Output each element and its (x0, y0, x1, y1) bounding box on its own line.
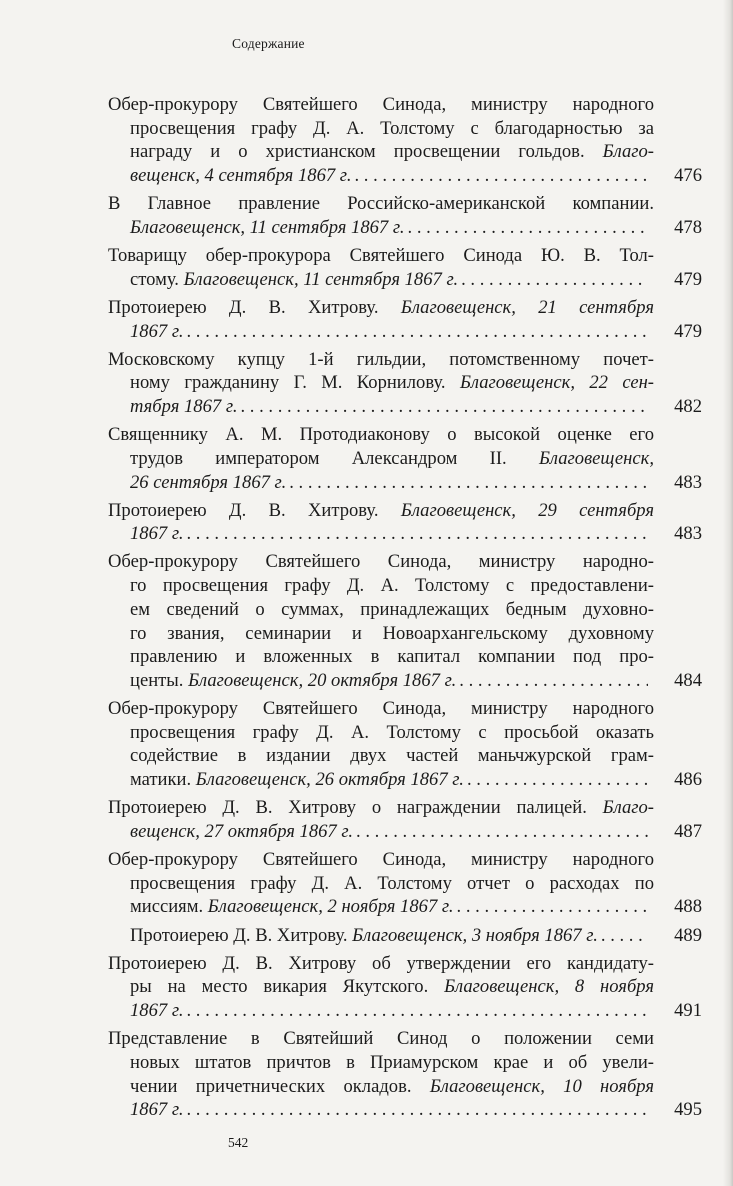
toc-entry-leader-line (130, 895, 654, 919)
toc-entry-leader-line (130, 395, 654, 419)
page-number: 542 (228, 1135, 249, 1150)
toc-entry-line: го просвещения графу Д. А. Толстому с предоставлени- (130, 575, 654, 597)
toc-entry-leader-line (130, 471, 654, 495)
toc-entry-place-date: Благовещенск, 22 сен- (459, 372, 654, 394)
dot-leader (187, 522, 649, 546)
toc-entry (108, 848, 702, 919)
toc-entry-leader-line (130, 216, 654, 240)
toc-entry-text: чении причетнических окладов. (130, 1075, 430, 1097)
dot-leader (408, 216, 648, 240)
toc-entry-line: правлению и вложенных в капитал компании под про- (130, 646, 654, 668)
toc-entry-line: Обер-прокурору Святейшего Синода, министру народного (108, 849, 654, 870)
toc-entry-place-date: Благовещенск, 11 сентября 1867 г. (130, 216, 405, 238)
toc-entry-place-date: тября 1867 г. (130, 396, 238, 417)
toc-entry (108, 550, 702, 692)
toc-page-number: 489 (674, 924, 702, 946)
toc-page-number: 476 (674, 165, 702, 187)
toc-entry-place-date: вещенск, 4 сентября 1867 г. (130, 165, 352, 187)
toc-entry-place-date: Благовещенск, 3 ноября 1867 г. (352, 924, 598, 946)
toc-entry-text: Протоиерею Д. В. Хитрову. (108, 499, 401, 521)
dot-leader (459, 669, 648, 693)
toc-page-number: 484 (674, 669, 702, 691)
toc-entry-line: просвещения графу Д. А. Толстому отчет о расходах по (130, 872, 654, 894)
toc-entry-leader-line (130, 669, 654, 693)
toc-entry-place-date: 1867 г. (130, 320, 184, 342)
toc-page-number: 488 (674, 896, 702, 918)
toc-entry-leader-line (130, 924, 654, 948)
toc-entry-line: Московскому купцу 1-й гильдии, потомственному почет- (108, 348, 654, 370)
toc-entry-place-date: 26 сентября 1867 г. (130, 471, 287, 493)
toc-entry-place-date: Благовещенск, 29 сентября (400, 499, 654, 521)
table-of-contents (108, 93, 702, 1126)
toc-page-number: 487 (674, 820, 702, 842)
toc-entry-leader-line (130, 768, 654, 792)
toc-entry-leader-line (130, 999, 654, 1023)
toc-page-number: 483 (674, 523, 702, 545)
toc-entry (108, 423, 702, 494)
toc-page-number: 491 (674, 1000, 702, 1021)
dot-leader (241, 395, 649, 419)
toc-entry-line: Обер-прокурору Святейшего Синода, министру народного (108, 698, 654, 719)
toc-page-number: 483 (674, 471, 702, 493)
toc-entry-line (130, 1075, 654, 1099)
toc-entry (108, 348, 702, 419)
dot-leader (457, 895, 648, 919)
toc-entry-leader-line (130, 820, 654, 844)
dot-leader (461, 268, 648, 292)
toc-entry-place-date: Благовещенск, (538, 447, 654, 469)
toc-entry-line: просвещения графу Д. А. Толстому с благодарностью за (130, 117, 654, 139)
toc-page-number: 486 (674, 769, 702, 791)
toc-entry-place-date: Благо- (602, 797, 654, 819)
toc-entry-text: ры на место викария Якутского. (130, 976, 445, 998)
dot-leader (467, 768, 648, 792)
toc-entry-place-date: Благовещенск, 10 ноября (429, 1075, 654, 1097)
toc-entry-line: новых штатов причтов в Приамурском крае и об увели- (130, 1051, 654, 1073)
toc-entry-place-date: Благовещенск, 21 сентября (400, 296, 654, 318)
toc-entry-text: награду и о христианском просвещении гольдов. (130, 141, 603, 163)
dot-leader (356, 820, 648, 844)
running-header: Содержание (232, 36, 305, 51)
toc-entry-line: Священнику А. М. Протодиаконову о высокой оценке его (108, 424, 654, 446)
toc-entry-line: го звания, семинарии и Новоархангельскому духовному (130, 622, 654, 644)
toc-entry-text: Протоиерею Д. В. Хитрову о награждении палицей. (108, 797, 603, 819)
dot-leader (187, 1098, 649, 1122)
toc-entry-line (130, 975, 654, 999)
toc-entry-place-date: Благовещенск, 2 ноября 1867 г. (207, 896, 454, 918)
toc-entry-text: миссиям. (130, 896, 208, 918)
toc-entry-place-date: Благовещенск, 11 сентября 1867 г. (183, 268, 459, 290)
toc-entry-line: Обер-прокурору Святейшего Синода, министру народного (108, 94, 654, 115)
toc-entry-line (108, 296, 654, 320)
toc-entry (108, 1027, 702, 1122)
dot-leader (289, 471, 648, 495)
toc-entry-text: ному гражданину Г. М. Корнилову. (130, 372, 460, 394)
toc-page-number: 482 (674, 396, 702, 417)
toc-entry-leader-line (130, 320, 654, 344)
toc-entry (108, 952, 702, 1023)
toc-page-number: 479 (674, 268, 702, 290)
toc-entry-place-date: Благовещенск, 8 ноября (444, 976, 654, 998)
toc-entry-line (130, 447, 654, 471)
dot-leader (601, 924, 648, 948)
toc-entry-line: Протоиерею Д. В. Хитрову об утверждении его кандидату- (108, 952, 654, 974)
toc-entry-text: Протоиерею Д. В. Хитрову. (108, 296, 401, 318)
toc-page-number: 479 (674, 320, 702, 342)
toc-entry (108, 192, 702, 239)
toc-entry-place-date: 1867 г. (130, 1000, 184, 1021)
toc-entry-line: ем сведений о суммах, принадлежащих бедным духовно- (130, 598, 654, 620)
toc-entry-line (130, 371, 654, 395)
toc-entry (108, 244, 702, 291)
toc-entry-text: трудов императором Александром II. (130, 447, 539, 469)
toc-entry (108, 296, 702, 343)
dot-leader (354, 164, 648, 188)
toc-entry (108, 924, 702, 948)
toc-entry-line: Обер-прокурору Святейшего Синода, министру народно- (108, 551, 654, 573)
toc-entry (108, 796, 702, 843)
toc-entry-text: центы. (130, 669, 189, 691)
toc-entry-leader-line (130, 164, 654, 188)
toc-entry-leader-line (130, 522, 654, 546)
toc-entry-place-date: вещенск, 27 октября 1867 г. (130, 820, 354, 842)
toc-entry-line: В Главное правление Российско-американской компании. (108, 193, 654, 215)
toc-entry-place-date: Благовещенск, 20 октября 1867 г. (188, 669, 457, 691)
toc-entry-text: матики. (130, 769, 196, 791)
toc-entry-place-date: Благо- (602, 141, 654, 163)
toc-entry-leader-line (130, 268, 654, 292)
toc-entry-text: стому. (130, 268, 184, 290)
toc-entry-line (130, 140, 654, 164)
toc-entry-line: содействие в издании двух частей маньчжурской грам- (130, 745, 654, 767)
toc-entry-place-date: 1867 г. (130, 1099, 184, 1121)
toc-entry (108, 499, 702, 546)
dot-leader (187, 320, 649, 344)
toc-entry-line: Товарищу обер-прокурора Святейшего Синода Ю. В. Тол- (108, 245, 654, 266)
page-edge (723, 0, 733, 1186)
toc-entry-line: просвещения графу Д. А. Толстому с просьбой оказать (130, 721, 654, 743)
toc-entry (108, 93, 702, 188)
toc-entry-place-date: Благовещенск, 26 октября 1867 г. (195, 769, 464, 791)
toc-entry-line (108, 796, 654, 820)
toc-entry-line: Представление в Святейший Синод о положении семи (108, 1028, 654, 1050)
toc-page-number: 478 (674, 216, 702, 238)
toc-page-number: 495 (674, 1099, 702, 1121)
toc-entry-line (108, 499, 654, 523)
toc-entry (108, 697, 702, 792)
toc-entry-text: Протоиерею Д. В. Хитрову. (130, 924, 353, 946)
dot-leader (187, 999, 649, 1023)
toc-entry-place-date: 1867 г. (130, 523, 184, 545)
toc-entry-leader-line (130, 1098, 654, 1122)
